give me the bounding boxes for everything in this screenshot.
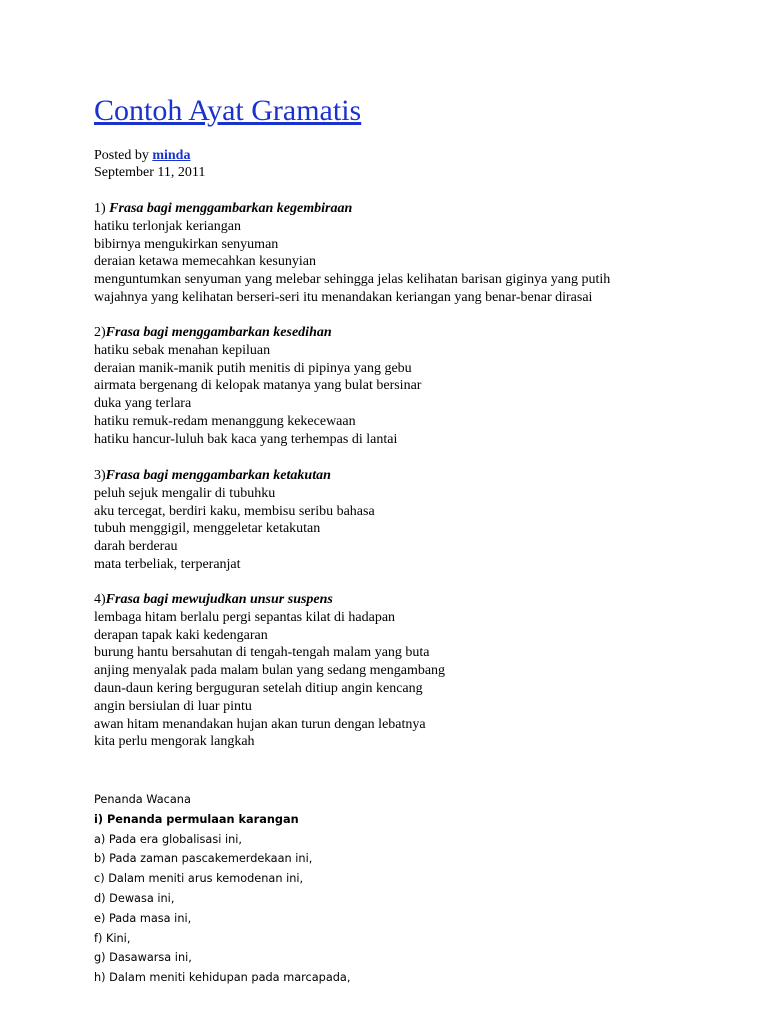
penanda-item: g) Dasawarsa ini,	[94, 951, 192, 965]
penanda-item: f) Kini,	[94, 931, 131, 945]
page-title	[94, 92, 361, 130]
phrase-line: angin bersiulan di luar pintu	[94, 698, 252, 714]
byline	[94, 147, 205, 164]
phrase-line: hatiku terlonjak keriangan	[94, 218, 241, 234]
phrase-line: derapan tapak kaki kedengaran	[94, 627, 268, 643]
phrase-line: aku tercegat, berdiri kaku, membisu seribu bahasa	[94, 503, 375, 519]
phrase-line: peluh sejuk mengalir di tubuhku	[94, 485, 276, 501]
penanda-item: e) Pada masa ini,	[94, 911, 192, 925]
phrase-line: hatiku hancur-luluh bak kaca yang terhempas di lantai	[94, 431, 398, 447]
section-suspens	[94, 591, 445, 751]
phrase-line: burung hantu bersahutan di tengah-tengah malam yang buta	[94, 645, 430, 661]
phrase-line: duka yang terlara	[94, 396, 192, 412]
penanda-wacana-section	[94, 790, 350, 988]
penanda-heading: Penanda Wacana	[94, 793, 191, 806]
phrase-line: deraian ketawa memecahkan kesunyian	[94, 254, 316, 270]
penanda-item: d) Dewasa ini,	[94, 891, 175, 905]
section-kesedihan	[94, 324, 421, 449]
penanda-subheading: i) Penanda permulaan karangan	[94, 812, 299, 826]
phrase-line: darah berderau	[94, 539, 178, 555]
phrase-line: bibirnya mengukirkan senyuman	[94, 236, 279, 252]
section-heading-text: Frasa bagi mewujudkan unsur suspens	[105, 592, 333, 607]
phrase-line: mata terbeliak, terperanjat	[94, 556, 241, 572]
posted-by-label: Posted by	[94, 148, 149, 163]
section-heading	[94, 324, 421, 342]
phrase-line: menguntumkan senyuman yang melebar sehingga jelas kelihatan barisan giginya yang putih	[94, 272, 611, 288]
phrase-line: lembaga hitam berlalu pergi sepantas kilat di hadapan	[94, 609, 396, 625]
phrase-line: hatiku sebak menahan kepiluan	[94, 342, 271, 358]
section-number: 1)	[94, 201, 110, 216]
section-kegembiraan	[94, 200, 610, 307]
penanda-item: b) Pada zaman pascakemerdekaan ini,	[94, 852, 313, 866]
author-link[interactable]: minda	[152, 148, 191, 163]
phrase-line: awan hitam menandakan hujan akan turun dengan lebatnya	[94, 716, 426, 732]
section-number: 4)	[94, 592, 106, 607]
section-heading	[94, 200, 610, 218]
penanda-item: a) Pada era globalisasi ini,	[94, 832, 242, 846]
section-heading-text: Frasa bagi menggambarkan kegembiraan	[109, 201, 353, 216]
phrase-line: anjing menyalak pada malam bulan yang sedang mengambang	[94, 663, 446, 679]
section-heading	[94, 591, 445, 609]
section-heading-text: Frasa bagi menggambarkan kesedihan	[105, 325, 332, 340]
section-number: 2)	[94, 325, 106, 340]
penanda-item: h) Dalam meniti kehidupan pada marcapada,	[94, 971, 351, 985]
phrase-line: tubuh menggigil, menggeletar ketakutan	[94, 521, 321, 537]
section-ketakutan	[94, 467, 375, 574]
section-heading	[94, 467, 375, 485]
post-meta	[94, 147, 205, 181]
phrase-line: wajahnya yang kelihatan berseri-seri itu menandakan keriangan yang benar-benar dirasai	[94, 289, 593, 305]
post-date: September 11, 2011	[94, 165, 206, 180]
title-link[interactable]: Contoh Ayat Gramatis	[94, 94, 362, 127]
penanda-item: c) Dalam meniti arus kemodenan ini,	[94, 872, 304, 886]
phrase-line: hatiku remuk-redam menanggung kekecewaan	[94, 413, 356, 429]
phrase-line: airmata bergenang di kelopak matanya yang bulat bersinar	[94, 378, 422, 394]
phrase-line: daun-daun kering berguguran setelah ditiup angin kencang	[94, 680, 423, 696]
phrase-line: kita perlu mengorak langkah	[94, 734, 255, 750]
section-number: 3)	[94, 468, 106, 483]
phrase-line: deraian manik-manik putih menitis di pipinya yang gebu	[94, 360, 412, 376]
section-heading-text: Frasa bagi menggambarkan ketakutan	[105, 468, 331, 483]
